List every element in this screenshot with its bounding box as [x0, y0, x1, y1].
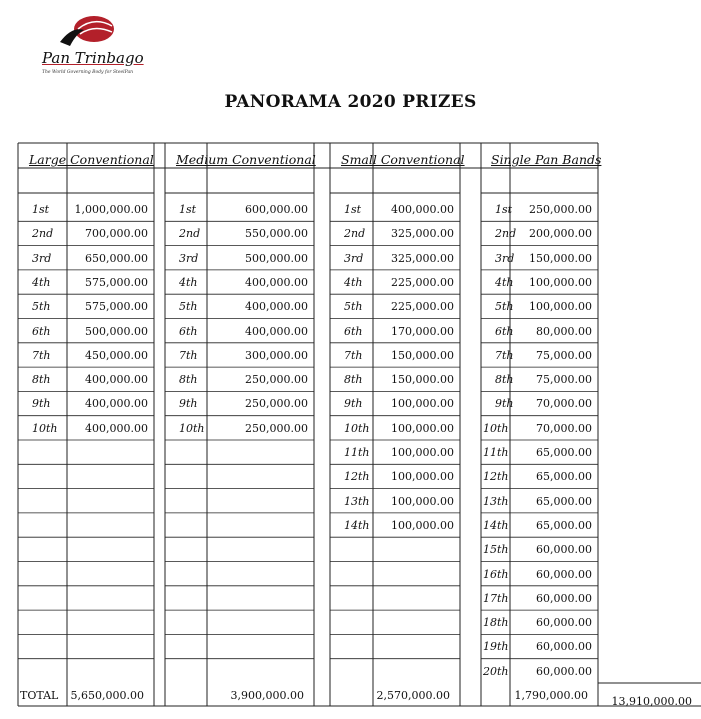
prize-amount-cell: 100,000.00 [529, 275, 592, 289]
prize-amount-cell: 450,000.00 [85, 348, 148, 362]
place-cell: 10th [32, 421, 58, 435]
column-total: 1,790,000.00 [514, 689, 588, 702]
prize-amount-cell: 100,000.00 [391, 421, 454, 435]
prize-amount-cell: 400,000.00 [245, 324, 308, 338]
place-cell: 10th [483, 421, 509, 435]
place-cell: 9th [32, 397, 51, 411]
place-cell: 3rd [344, 251, 364, 265]
prize-amount-cell: 250,000.00 [245, 373, 308, 387]
place-cell: 4th [495, 275, 514, 289]
prize-amount-cell: 600,000.00 [245, 203, 308, 216]
place-cell: 2nd [344, 227, 366, 241]
place-cell: 10th [344, 421, 370, 435]
place-cell: 7th [344, 348, 363, 362]
prize-amount-cell: 65,000.00 [536, 446, 592, 459]
place-cell: 7th [32, 348, 51, 362]
column-header: Single Pan Bands [491, 152, 602, 167]
place-cell: 1st [179, 203, 197, 216]
place-cell: 8th [32, 373, 51, 387]
prize-amount-cell: 60,000.00 [536, 567, 592, 581]
place-cell: 5th [495, 300, 514, 314]
place-cell: 1st [344, 203, 362, 216]
prize-amount-cell: 400,000.00 [245, 300, 308, 314]
place-cell: 9th [344, 397, 363, 411]
prize-amount-cell: 250,000.00 [529, 203, 592, 216]
place-cell: 17th [483, 591, 509, 605]
prize-amount-cell: 65,000.00 [536, 470, 592, 484]
place-cell: 4th [344, 275, 363, 289]
prize-amount-cell: 100,000.00 [391, 470, 454, 484]
place-cell: 6th [344, 324, 363, 338]
prize-amount-cell: 70,000.00 [536, 397, 592, 411]
prize-amount-cell: 575,000.00 [85, 300, 148, 314]
prize-amount-cell: 170,000.00 [391, 324, 454, 338]
prize-amount-cell: 400,000.00 [85, 421, 148, 435]
place-cell: 5th [344, 300, 363, 314]
place-cell: 8th [344, 373, 363, 387]
prize-amount-cell: 200,000.00 [529, 227, 592, 241]
prize-amount-cell: 325,000.00 [391, 227, 454, 241]
prize-amount-cell: 75,000.00 [536, 373, 592, 387]
prize-amount-cell: 250,000.00 [245, 397, 308, 411]
place-cell: 12th [483, 470, 509, 484]
place-cell: 3rd [179, 251, 199, 265]
place-cell: 1st [32, 203, 50, 216]
prize-amount-cell: 400,000.00 [245, 275, 308, 289]
prize-amount-cell: 100,000.00 [391, 518, 454, 532]
place-cell: 8th [179, 373, 198, 387]
place-cell: 1st [495, 203, 513, 216]
place-cell: 15th [483, 543, 509, 557]
prize-amount-cell: 60,000.00 [536, 664, 592, 678]
prize-amount-cell: 100,000.00 [391, 446, 454, 459]
place-cell: 5th [179, 300, 198, 314]
place-cell: 19th [483, 640, 509, 654]
grand-total: 13,910,000.00 [611, 695, 692, 708]
place-cell: 3rd [495, 251, 515, 265]
prize-amount-cell: 400,000.00 [85, 397, 148, 411]
place-cell: 11th [483, 446, 509, 459]
place-cell: 8th [495, 373, 514, 387]
place-cell: 13th [344, 494, 370, 508]
prize-amount-cell: 250,000.00 [245, 421, 308, 435]
place-cell: 2nd [32, 227, 54, 241]
place-cell: 6th [495, 324, 514, 338]
prize-amount-cell: 75,000.00 [536, 348, 592, 362]
prize-amount-cell: 650,000.00 [85, 251, 148, 265]
prize-amount-cell: 60,000.00 [536, 591, 592, 605]
prize-amount-cell: 700,000.00 [85, 227, 148, 241]
place-cell: 6th [32, 324, 51, 338]
place-cell: 6th [179, 324, 198, 338]
place-cell: 18th [483, 616, 509, 630]
place-cell: 4th [179, 275, 198, 289]
place-cell: 14th [344, 518, 370, 532]
prize-amount-cell: 300,000.00 [245, 348, 308, 362]
column-header: Large Conventional [29, 152, 154, 167]
place-cell: 9th [179, 397, 198, 411]
column-total: 5,650,000.00 [70, 689, 144, 702]
prize-amount-cell: 500,000.00 [85, 324, 148, 338]
prize-amount-cell: 400,000.00 [85, 373, 148, 387]
prize-amount-cell: 550,000.00 [245, 227, 308, 241]
place-cell: 14th [483, 518, 509, 532]
prize-amount-cell: 1,000,000.00 [74, 203, 148, 216]
prize-amount-cell: 70,000.00 [536, 421, 592, 435]
prize-amount-cell: 100,000.00 [391, 494, 454, 508]
prize-amount-cell: 225,000.00 [391, 300, 454, 314]
prize-amount-cell: 400,000.00 [391, 203, 454, 216]
page-title: PANORAMA 2020 PRIZES [224, 92, 477, 112]
place-cell: 12th [344, 470, 370, 484]
place-cell: 9th [495, 397, 514, 411]
logo-tagline: The World Governing Body for SteelPan [42, 70, 134, 75]
prize-amount-cell: 100,000.00 [529, 300, 592, 314]
column-total: 2,570,000.00 [376, 689, 450, 702]
place-cell: 20th [483, 664, 509, 678]
place-cell: 5th [32, 300, 51, 314]
place-cell: 13th [483, 494, 509, 508]
prize-amount-cell: 60,000.00 [536, 543, 592, 557]
prize-amount-cell: 150,000.00 [529, 251, 592, 265]
place-cell: 7th [179, 348, 198, 362]
prize-amount-cell: 60,000.00 [536, 616, 592, 630]
prize-amount-cell: 80,000.00 [536, 324, 592, 338]
place-cell: 4th [32, 275, 51, 289]
column-total: 3,900,000.00 [230, 689, 304, 702]
prize-amount-cell: 325,000.00 [391, 251, 454, 265]
prize-amount-cell: 500,000.00 [245, 251, 308, 265]
place-cell: 11th [344, 446, 370, 459]
place-cell: 10th [179, 421, 205, 435]
column-header: Small Conventional [341, 152, 465, 167]
prize-amount-cell: 65,000.00 [536, 494, 592, 508]
prize-amount-cell: 150,000.00 [391, 348, 454, 362]
place-cell: 3rd [32, 251, 52, 265]
total-label: TOTAL [20, 689, 59, 702]
place-cell: 2nd [495, 227, 517, 241]
prize-amount-cell: 150,000.00 [391, 373, 454, 387]
prize-amount-cell: 575,000.00 [85, 275, 148, 289]
prize-amount-cell: 225,000.00 [391, 275, 454, 289]
place-cell: 7th [495, 348, 514, 362]
logo-brand-name: Pan Trinbago [42, 49, 144, 67]
prize-amount-cell: 60,000.00 [536, 640, 592, 654]
place-cell: 2nd [179, 227, 201, 241]
place-cell: 16th [483, 567, 509, 581]
column-header: Medium Conventional [176, 152, 316, 167]
prize-amount-cell: 100,000.00 [391, 397, 454, 411]
prize-amount-cell: 65,000.00 [536, 518, 592, 532]
